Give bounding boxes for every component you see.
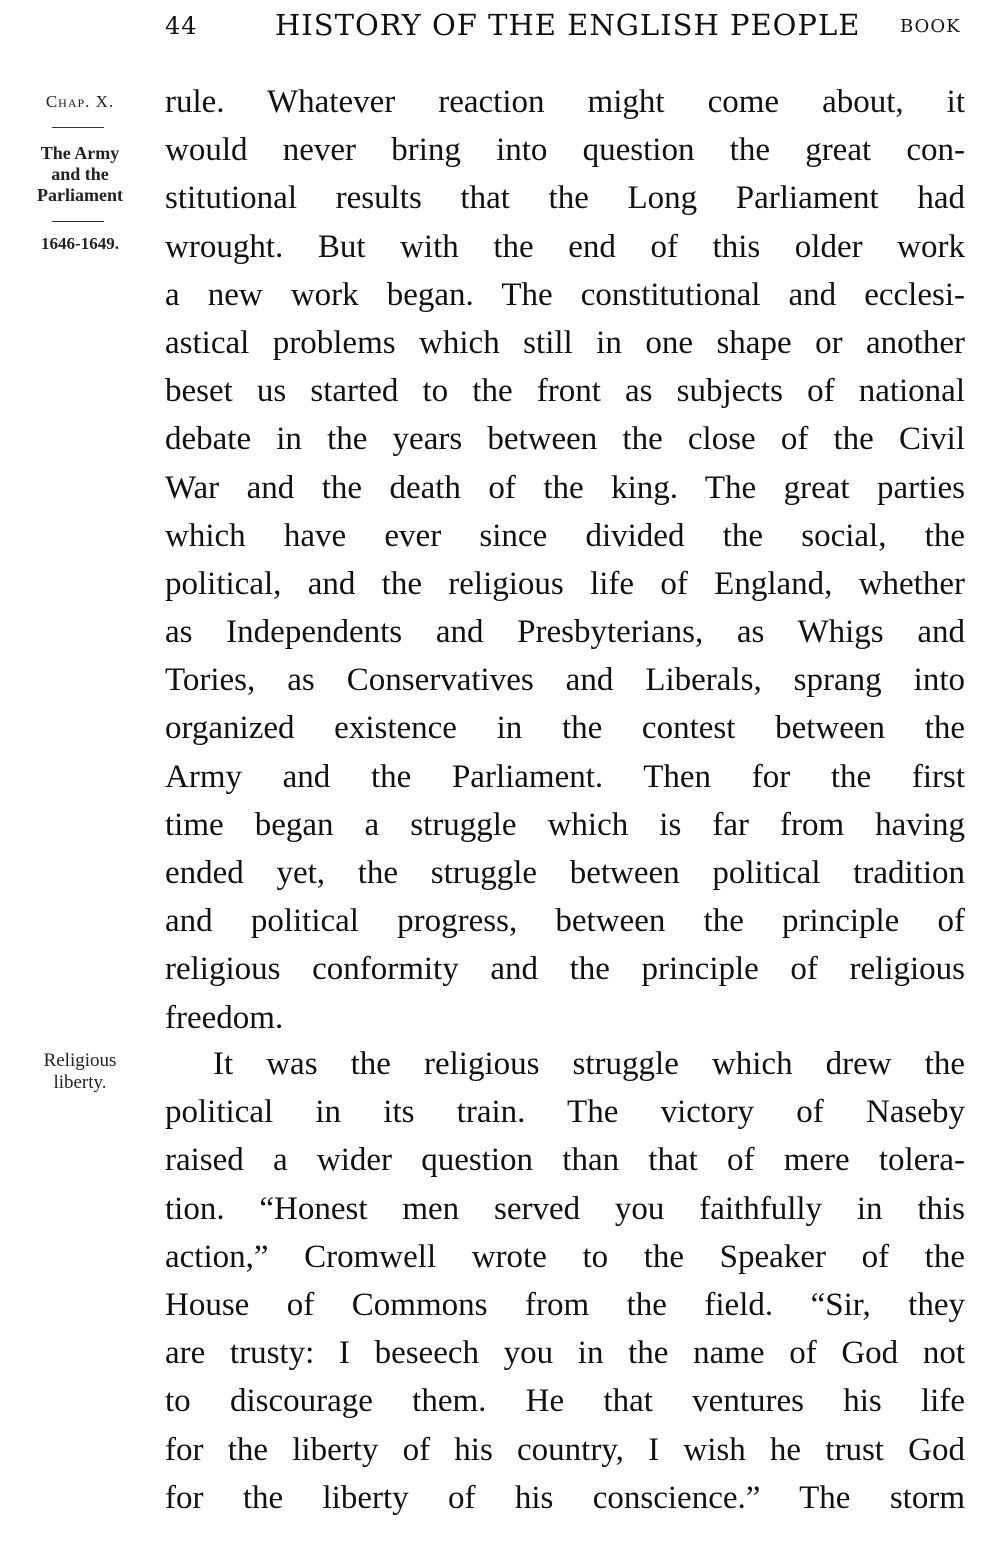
text-line: organized existence in the contest between the bbox=[165, 710, 965, 747]
text-line: rule. Whatever reaction might come about, it bbox=[165, 84, 965, 120]
text-line: It was the religious struggle which drew the bbox=[213, 1046, 965, 1082]
text-line: stitutional results that the Long Parliament had bbox=[165, 180, 965, 217]
margin-divider bbox=[52, 127, 104, 128]
page-number: 44 bbox=[165, 12, 198, 40]
text-line: religious conformity and the principle of religious bbox=[165, 951, 965, 988]
text-line: are trusty: I beseech you in the name of God not bbox=[165, 1335, 965, 1372]
text-line: House of Commons from the field. “Sir, they bbox=[165, 1286, 965, 1323]
text-line: freedom. bbox=[165, 999, 284, 1036]
text-line: and political progress, between the principle of bbox=[165, 903, 965, 940]
text-line: as Independents and Presbyterians, as Whigs and bbox=[165, 614, 965, 651]
text-line: Tories, as Conservatives and Liberals, sprang into bbox=[165, 662, 965, 699]
text-line: political in its train. The victory of Naseby bbox=[165, 1094, 965, 1131]
margin-note-line: liberty. bbox=[53, 1072, 107, 1093]
text-line: astical problems which still in one shape or another bbox=[165, 324, 965, 361]
margin-years: 1646-1649. bbox=[41, 234, 119, 253]
text-line: action,” Cromwell wrote to the Speaker of the bbox=[165, 1238, 965, 1275]
margin-topic-line: and the bbox=[51, 164, 109, 184]
margin-note-line: Religious bbox=[43, 1050, 117, 1071]
paragraph-1 bbox=[165, 78, 965, 1042]
text-line: for the liberty of his conscience.” The storm bbox=[165, 1479, 965, 1516]
text-line: time began a struggle which is far from having bbox=[165, 806, 965, 843]
margin-religious-liberty bbox=[10, 1050, 150, 1094]
text-line: political, and the religious life of England, whether bbox=[165, 565, 965, 602]
text-line: War and the death of the king. The great parties bbox=[165, 469, 965, 506]
text-line: would never bring into question the great con- bbox=[165, 132, 965, 169]
text-line: ended yet, the struggle between political tradition bbox=[165, 855, 965, 891]
margin-topic-line: The Army bbox=[40, 143, 120, 163]
running-header bbox=[0, 6, 1000, 46]
paragraph-2 bbox=[165, 1040, 965, 1522]
text-line: tion. “Honest men served you faithfully in this bbox=[165, 1190, 965, 1227]
text-line: a new work began. The constitutional and ecclesi- bbox=[165, 276, 965, 313]
text-line: debate in the years between the close of the Civil bbox=[165, 421, 965, 458]
text-line: which have ever since divided the social, the bbox=[165, 517, 965, 554]
text-line: for the liberty of his country, I wish he trust God bbox=[165, 1431, 965, 1468]
margin-topic bbox=[10, 143, 150, 206]
text-line: raised a wider question than that of mere tolera- bbox=[165, 1142, 965, 1179]
margin-divider bbox=[52, 221, 104, 222]
text-line: beset us started to the front as subjects of national bbox=[165, 373, 965, 410]
margin-topic-line: Parliament bbox=[37, 185, 123, 205]
book-label: BOOK bbox=[900, 16, 961, 37]
text-line: to discourage them. He that ventures his life bbox=[165, 1383, 965, 1420]
text-line: Army and the Parliament. Then for the first bbox=[165, 758, 965, 795]
running-title: HISTORY OF THE ENGLISH PEOPLE bbox=[275, 8, 861, 42]
text-line: wrought. But with the end of this older work bbox=[165, 228, 965, 265]
margin-chapter: Chap. X. bbox=[45, 92, 115, 111]
